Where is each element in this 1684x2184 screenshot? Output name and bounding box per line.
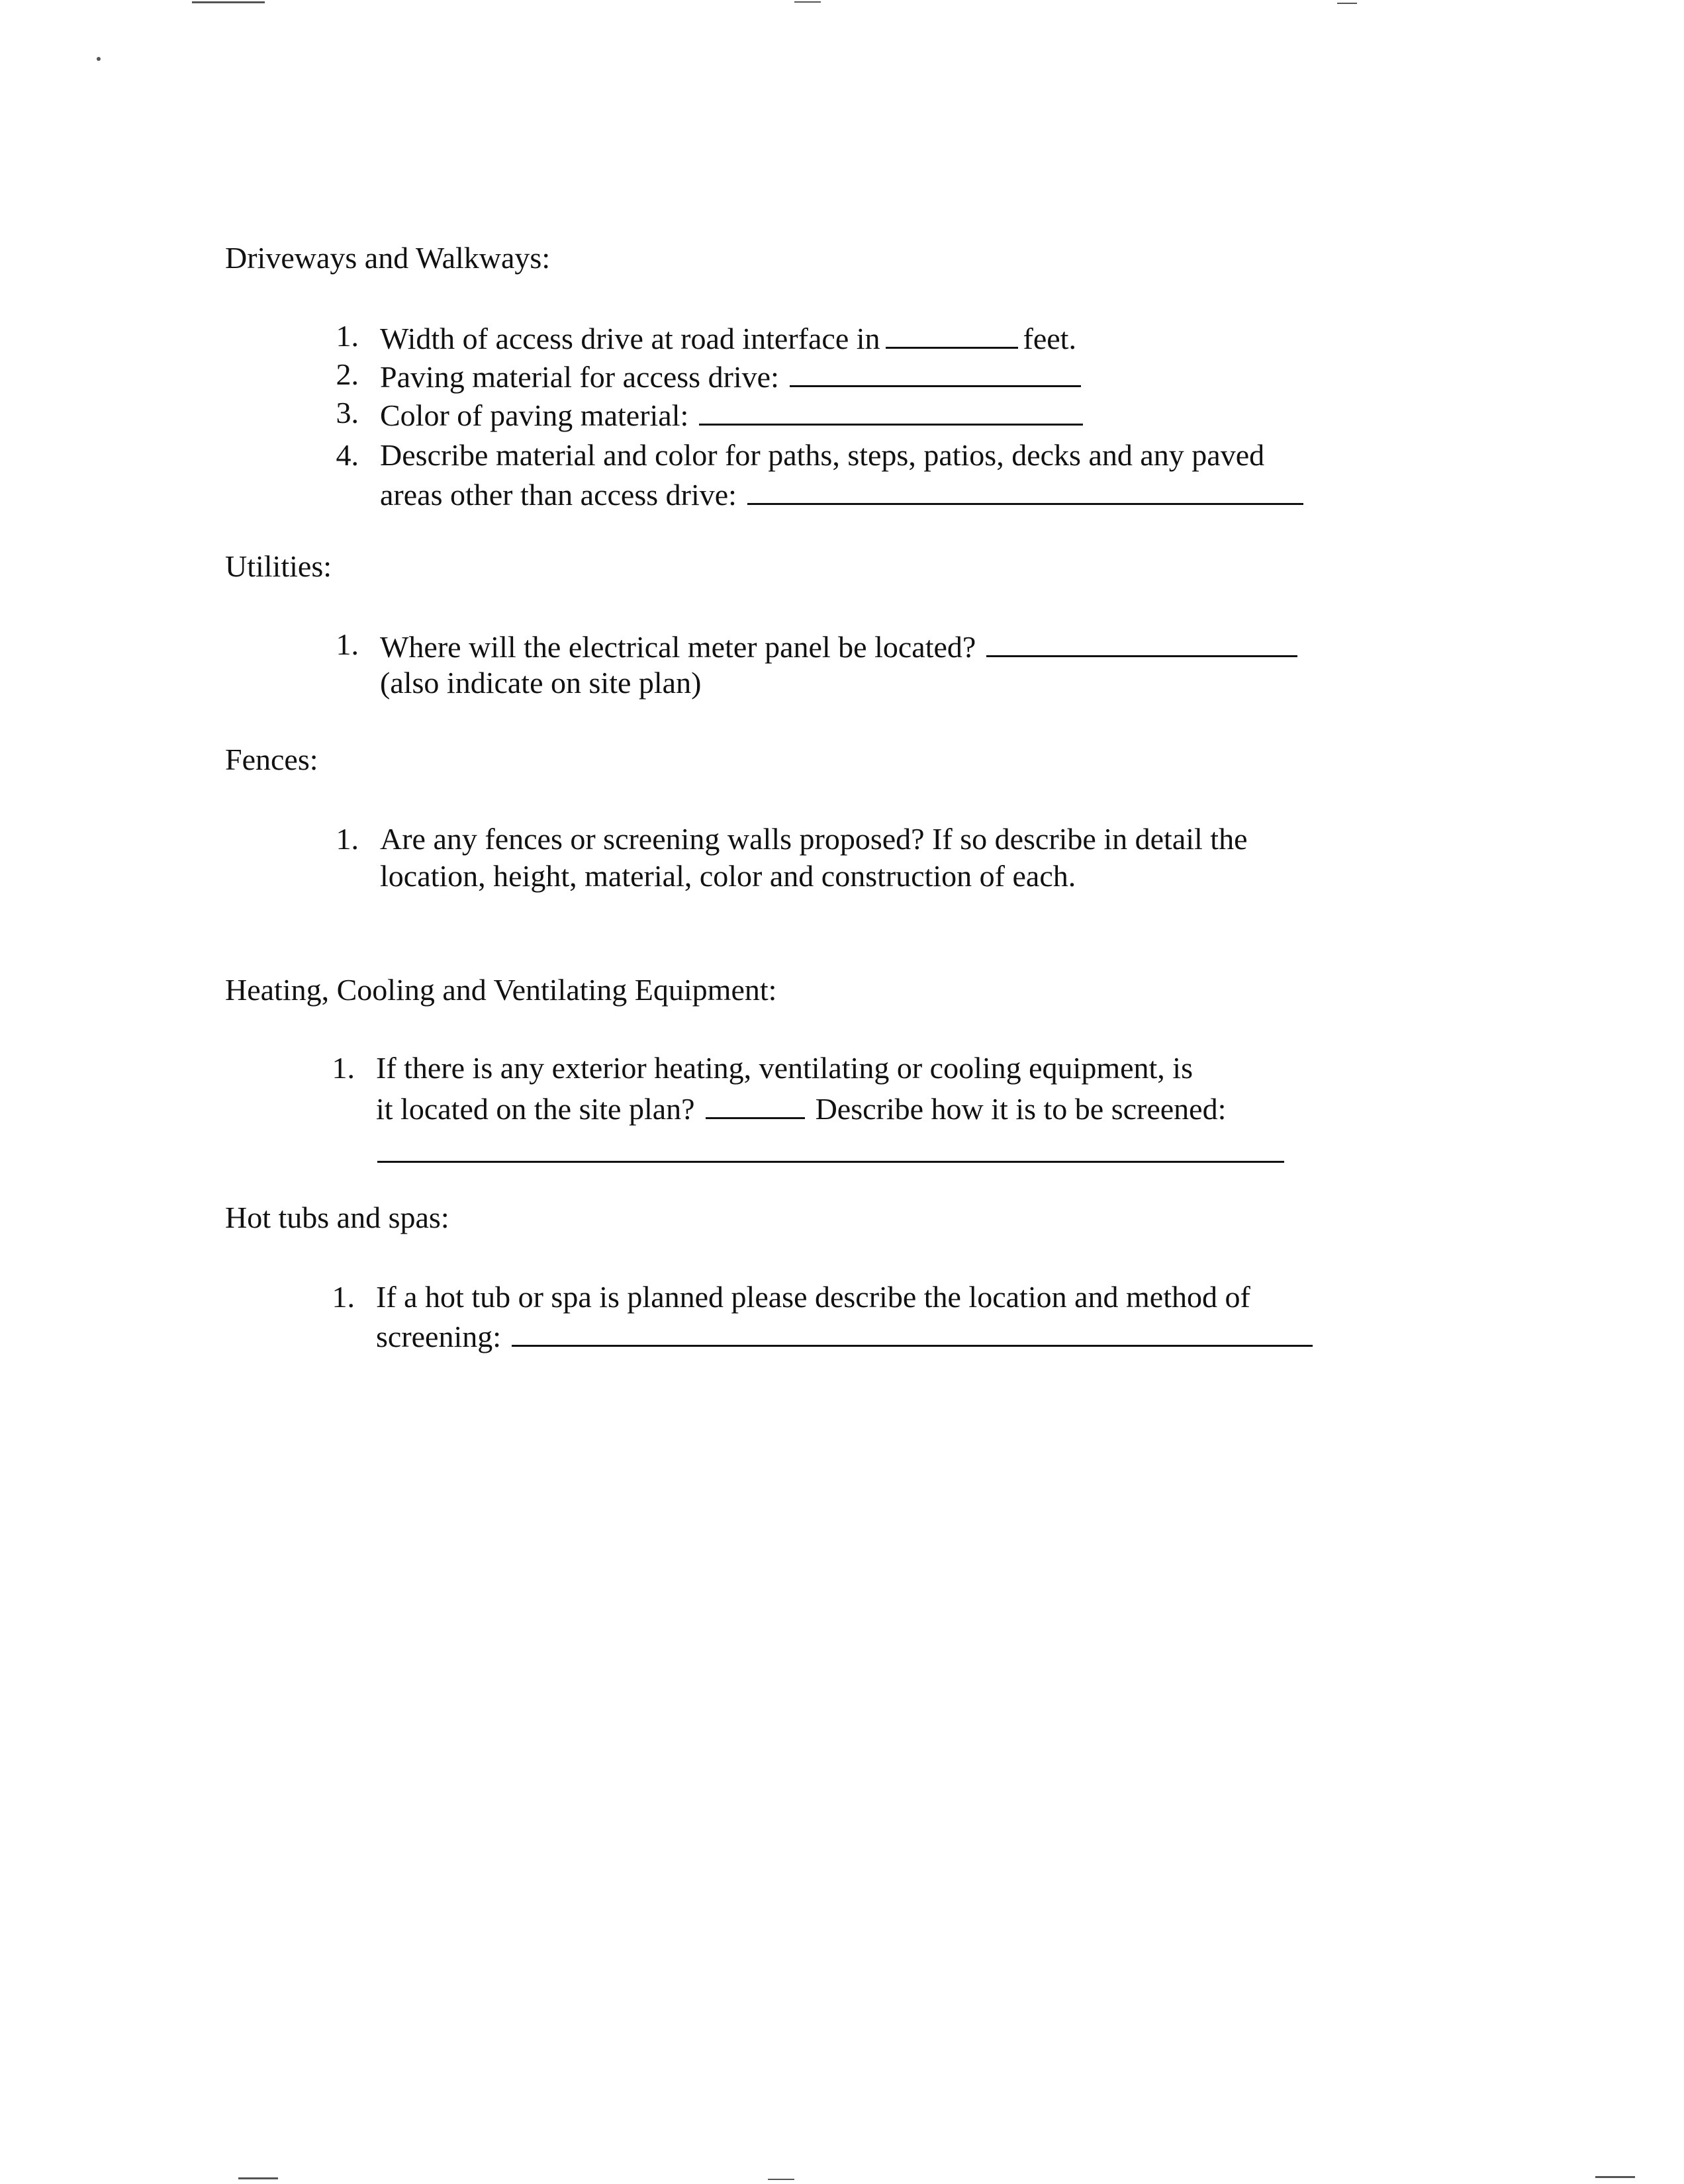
site-plan-blank[interactable]: [706, 1088, 805, 1119]
item-text-line-2: (also indicate on site plan): [380, 666, 702, 700]
item-text-line-1: [380, 626, 1303, 666]
section-heading-fences: Fences:: [225, 743, 318, 776]
list-item-hvac-1: [0, 1050, 1684, 1175]
list-item-hot-tubs-1: [0, 1279, 1684, 1358]
item-number: 3.: [336, 396, 359, 430]
item-text-after: Describe how it is to be screened:: [815, 1092, 1227, 1126]
item-text-line-1: If a hot tub or spa is planned please describe the location and method of: [376, 1280, 1250, 1314]
item-number: 1.: [336, 822, 359, 856]
scan-mark: [768, 2179, 794, 2180]
item-number: 1.: [336, 627, 359, 661]
item-text-before: it located on the site plan?: [376, 1092, 695, 1126]
meter-location-blank[interactable]: [986, 626, 1297, 657]
hot-tub-screening-blank[interactable]: [512, 1316, 1313, 1347]
item-text: [380, 318, 1076, 357]
item-number: 1.: [332, 1280, 355, 1314]
list-item-driveway-4: [0, 437, 1684, 516]
item-text-label: areas other than access drive:: [380, 478, 737, 512]
scan-mark: [794, 1, 821, 3]
list-item-driveway-1: [0, 318, 1684, 357]
paving-material-blank[interactable]: [790, 356, 1081, 387]
item-number: 1.: [336, 319, 359, 353]
list-item-utilities-1: [0, 626, 1684, 705]
item-text-label: Paving material for access drive:: [380, 360, 779, 394]
item-number: 4.: [336, 438, 359, 472]
item-text-line-1: Are any fences or screening walls proposed? If so describe in detail the: [380, 822, 1248, 856]
list-item-fences-1: [0, 821, 1684, 900]
screening-description-blank[interactable]: [377, 1161, 1284, 1163]
paving-color-blank[interactable]: [699, 394, 1083, 426]
item-text-line-2: [380, 474, 1309, 514]
item-text-after: feet.: [1023, 322, 1076, 355]
item-text-label: Where will the electrical meter panel be located?: [380, 630, 976, 664]
item-number: 2.: [336, 357, 359, 391]
scan-mark: [1595, 2176, 1635, 2178]
item-text-label: Color of paving material:: [380, 398, 689, 432]
item-text-line-1: If there is any exterior heating, ventilating or cooling equipment, is: [376, 1051, 1193, 1085]
item-text: [380, 356, 1086, 396]
section-heading-hvac: Heating, Cooling and Ventilating Equipment:: [225, 973, 777, 1007]
section-heading-driveways: Driveways and Walkways:: [225, 241, 551, 275]
item-text-label: screening:: [376, 1320, 502, 1353]
item-text-line-2: [376, 1088, 1226, 1128]
section-heading-utilities: Utilities:: [225, 549, 332, 583]
list-item-driveway-2: [0, 356, 1684, 396]
item-text: [380, 394, 1088, 434]
paths-material-blank[interactable]: [747, 474, 1303, 505]
scan-mark: [1337, 3, 1357, 4]
scan-mark: [192, 1, 265, 3]
scan-mark: [238, 2177, 278, 2179]
item-text-line-2: location, height, material, color and construction of each.: [380, 859, 1076, 893]
item-text-line-1: Describe material and color for paths, steps, patios, decks and any paved: [380, 438, 1265, 472]
width-blank[interactable]: [886, 318, 1018, 349]
item-number: 1.: [332, 1051, 355, 1085]
scan-dot: [97, 57, 101, 61]
item-text-before: Width of access drive at road interface in: [380, 322, 880, 355]
section-heading-hot-tubs: Hot tubs and spas:: [225, 1201, 449, 1234]
list-item-driveway-3: [0, 394, 1684, 434]
item-text-line-2: [376, 1316, 1318, 1355]
